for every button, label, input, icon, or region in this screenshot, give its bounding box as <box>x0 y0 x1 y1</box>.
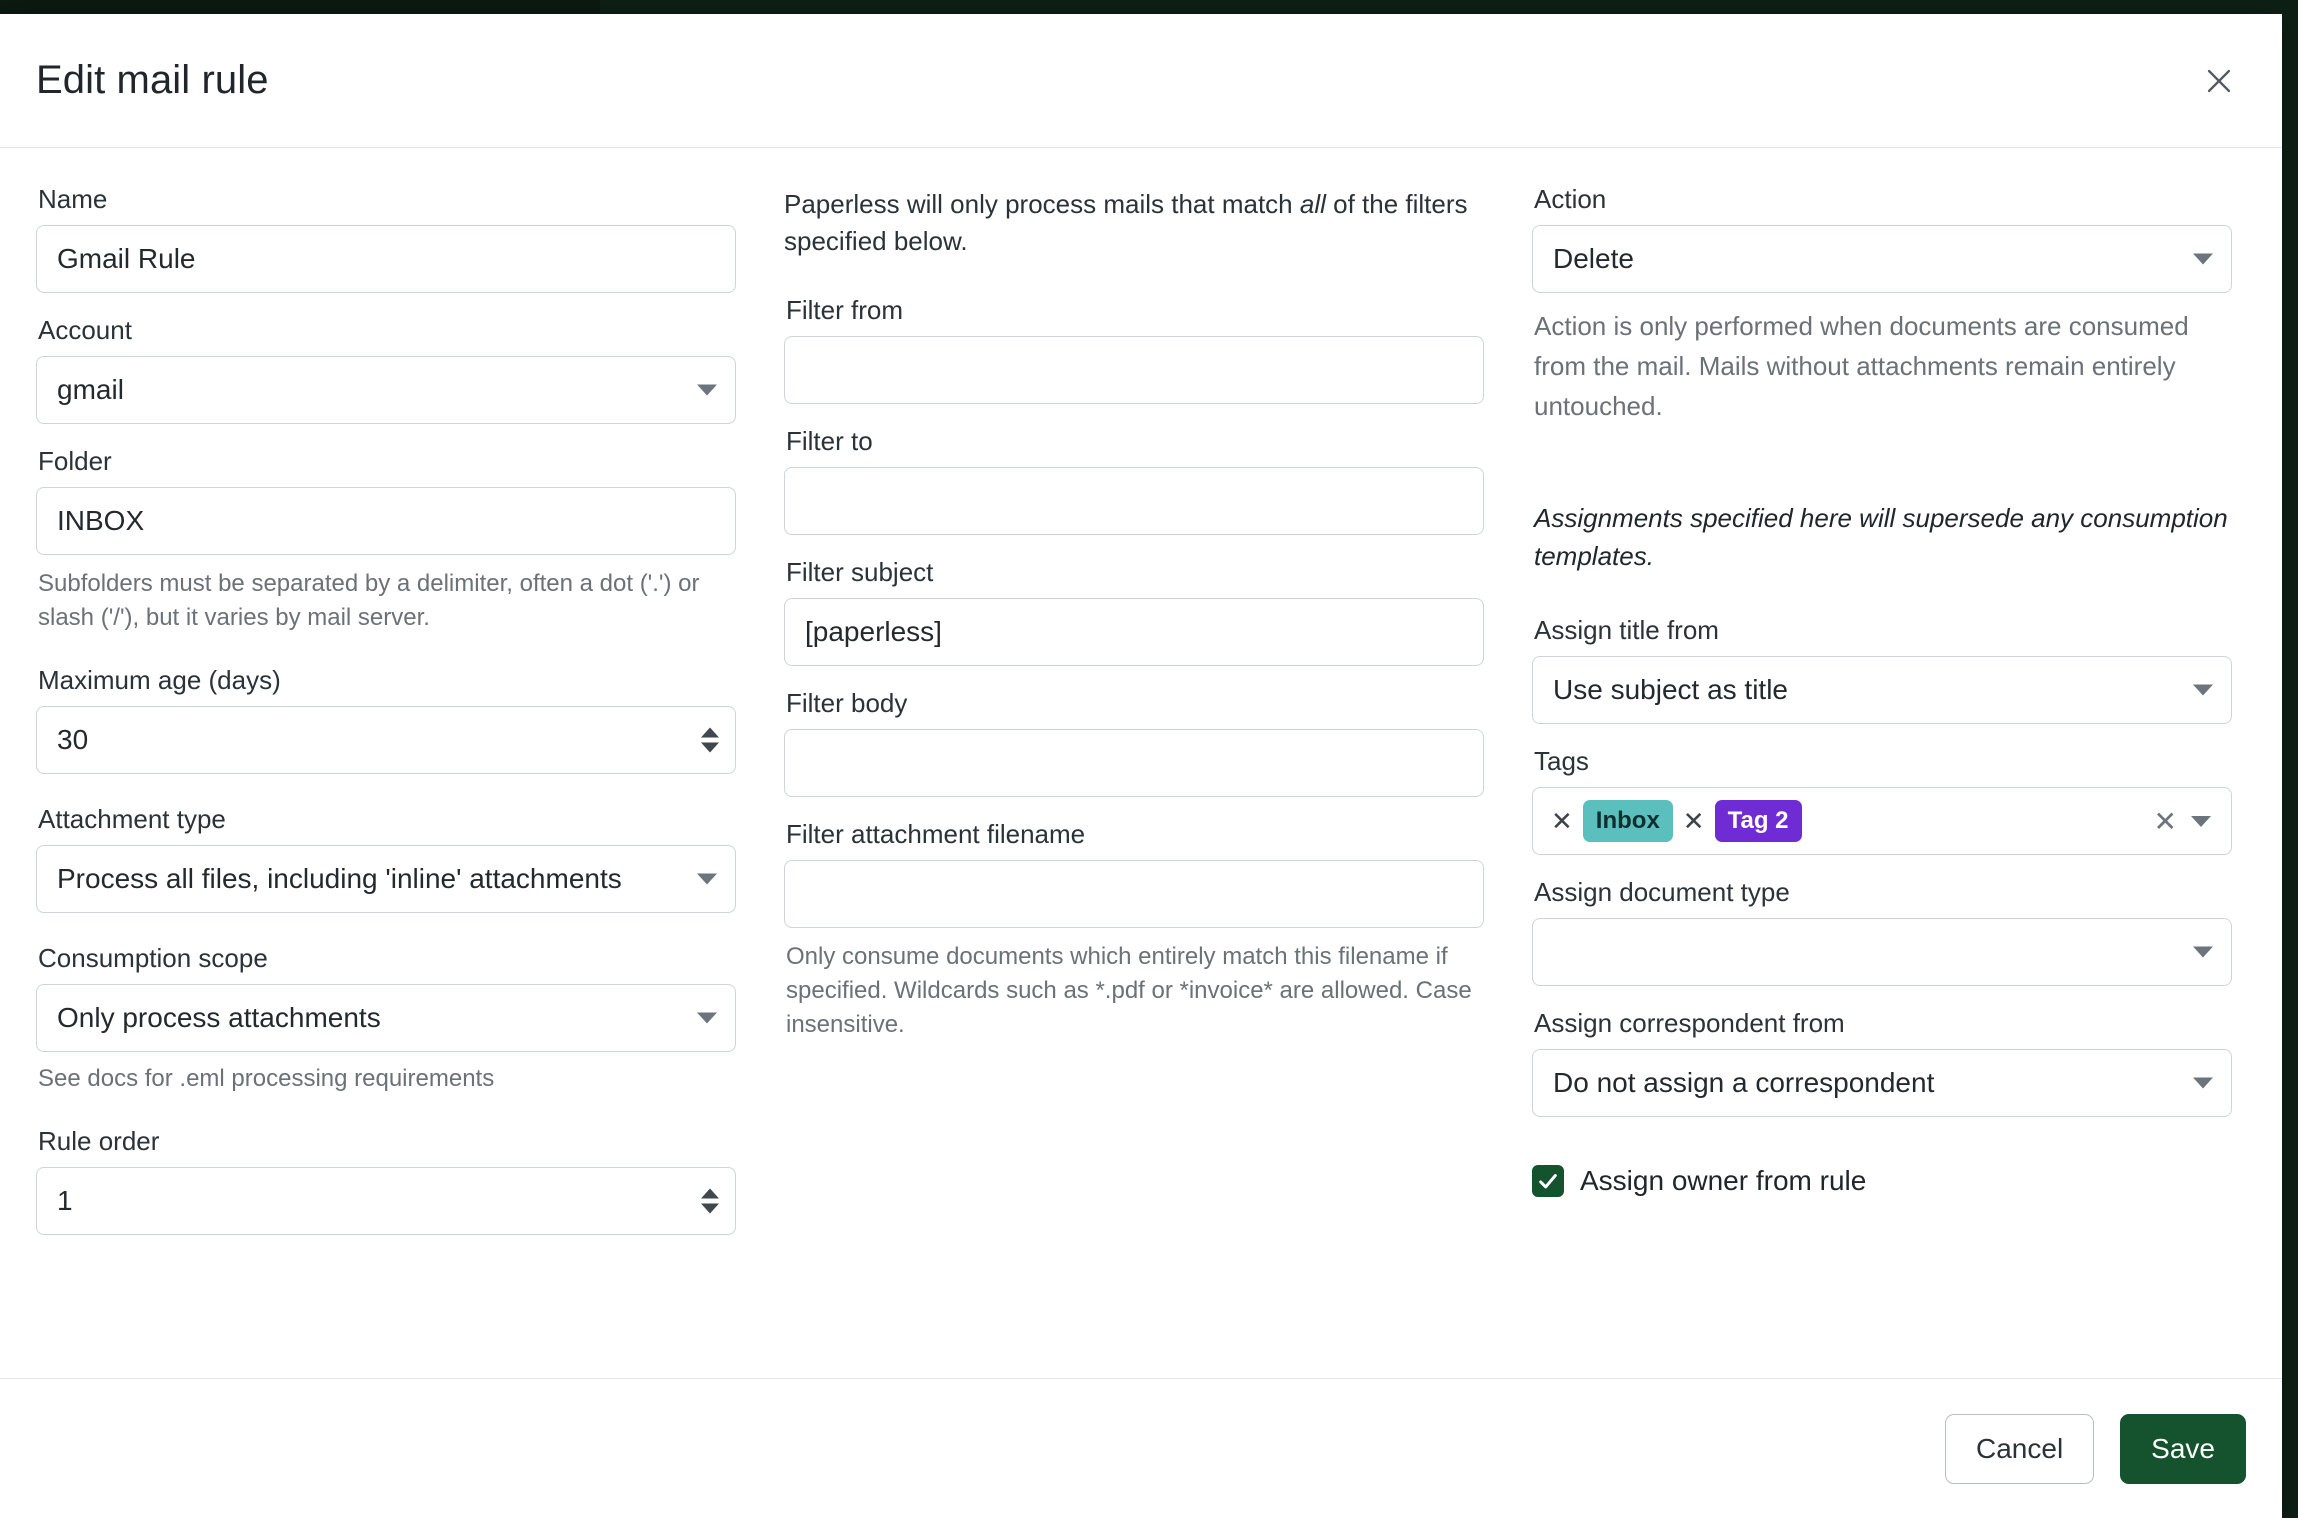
filters-intro-emphasis: all <box>1299 189 1326 219</box>
quantity-stepper[interactable] <box>701 728 719 753</box>
dialog-header <box>0 14 2282 148</box>
window-top-strip <box>0 0 600 14</box>
stepper-up-icon[interactable] <box>701 1189 719 1199</box>
assign-document-type-label: Assign document type <box>1534 877 1790 908</box>
filter-subject-label: Filter subject <box>786 556 934 587</box>
assign-owner-row[interactable] <box>1532 1165 2232 1197</box>
filter-attachment-filename-label: Filter attachment filename <box>786 818 1086 849</box>
account-select[interactable] <box>36 356 736 424</box>
account-value: gmail <box>57 374 124 405</box>
action-select[interactable] <box>1532 225 2232 293</box>
attachment-type-label: Attachment type <box>38 804 226 835</box>
action-help-text: Action is only performed when documents are consumed from the mail. Mails without attachments remain entirely untouched. <box>1534 311 2189 421</box>
assign-correspondent-value: Do not assign a correspondent <box>1553 1067 1935 1099</box>
assign-owner-checkbox[interactable] <box>1532 1165 1564 1197</box>
tag-chip-label: Inbox <box>1595 807 1660 835</box>
rule-order-value: 1 <box>57 1185 73 1217</box>
cancel-button[interactable]: Cancel <box>1945 1414 2094 1484</box>
dialog-title: Edit mail rule <box>36 58 269 102</box>
assign-owner-label: Assign owner from rule <box>1580 1165 1867 1197</box>
name-label: Name <box>38 184 108 214</box>
tag-chip-label: Tag 2 <box>1727 807 1789 835</box>
assign-title-from-label: Assign title from <box>1534 615 1719 646</box>
remove-tag-icon[interactable]: ✕ <box>1682 805 1705 836</box>
assign-correspondent-label: Assign correspondent from <box>1534 1008 1845 1039</box>
maximum-age-input[interactable] <box>36 706 736 774</box>
action-label: Action <box>1534 184 1607 214</box>
account-label: Account <box>38 315 132 345</box>
actions-column <box>1532 184 2232 1378</box>
consumption-scope-label: Consumption scope <box>38 943 268 974</box>
rule-basics-column <box>36 184 736 1378</box>
chevron-down-icon <box>697 385 717 396</box>
rule-order-input[interactable] <box>36 1167 736 1235</box>
close-icon[interactable] <box>2192 54 2246 108</box>
edit-mail-rule-dialog <box>0 14 2282 1518</box>
filter-from-input[interactable] <box>784 336 1484 404</box>
chevron-down-icon <box>2193 685 2213 696</box>
clear-all-icon[interactable]: ✕ <box>2153 805 2177 837</box>
tags-label: Tags <box>1534 746 1589 777</box>
consumption-scope-help-text: See docs for .eml processing requirements <box>38 1065 495 1093</box>
tag-chip <box>1715 800 1802 842</box>
attachment-type-select[interactable] <box>36 845 736 913</box>
chevron-down-icon <box>2193 947 2213 958</box>
folder-input[interactable]: INBOX <box>36 487 736 555</box>
consumption-scope-value: Only process attachments <box>57 1002 381 1034</box>
maximum-age-value: 30 <box>57 724 89 756</box>
folder-help-text: Subfolders must be separated by a delimiter, often a dot ('.') or slash ('/'), but it varies by mail server. <box>38 570 700 632</box>
folder-label: Folder <box>38 446 112 476</box>
chevron-down-icon <box>697 874 717 885</box>
filter-attachment-filename-input[interactable] <box>784 860 1484 928</box>
assign-title-from-select[interactable] <box>1532 656 2232 724</box>
dialog-body <box>0 148 2282 1378</box>
chevron-down-icon <box>2193 1078 2213 1089</box>
maximum-age-label: Maximum age (days) <box>38 665 281 696</box>
filters-column <box>784 184 1484 1378</box>
quantity-stepper[interactable] <box>701 1189 719 1214</box>
chevron-down-icon[interactable] <box>2191 816 2211 827</box>
name-input[interactable]: Gmail Rule <box>36 225 736 293</box>
stepper-down-icon[interactable] <box>701 1204 719 1214</box>
rule-order-label: Rule order <box>38 1126 160 1157</box>
assignments-note: Assignments specified here will supersede any consumption templates. <box>1534 503 2228 571</box>
filter-to-input[interactable] <box>784 467 1484 535</box>
chevron-down-icon <box>2193 254 2213 265</box>
stepper-up-icon[interactable] <box>701 728 719 738</box>
dialog-footer <box>0 1378 2282 1518</box>
filter-body-input[interactable] <box>784 729 1484 797</box>
save-button[interactable]: Save <box>2120 1414 2246 1484</box>
action-value: Delete <box>1553 243 1634 274</box>
filter-body-label: Filter body <box>786 687 908 718</box>
assign-document-type-select[interactable] <box>1532 918 2232 986</box>
filters-intro-pre: Paperless will only process mails that match <box>784 189 1300 219</box>
chevron-down-icon <box>697 1013 717 1024</box>
attachment-type-value: Process all files, including 'inline' attachments <box>57 863 622 895</box>
assign-correspondent-select[interactable] <box>1532 1049 2232 1117</box>
filter-to-label: Filter to <box>786 425 873 456</box>
tag-chip <box>1583 800 1673 842</box>
filters-intro-post: of the filters specified below. <box>784 189 1468 257</box>
stepper-down-icon[interactable] <box>701 743 719 753</box>
filter-subject-input[interactable]: [paperless] <box>784 598 1484 666</box>
filter-attachment-help-text: Only consume documents which entirely match this filename if specified. Wildcards such as *.pdf or *invoice* are allowed. Case insensitive. <box>786 942 1472 1039</box>
filters-intro-text <box>784 186 1484 261</box>
consumption-scope-select[interactable] <box>36 984 736 1052</box>
filter-from-label: Filter from <box>786 294 903 325</box>
tags-input[interactable] <box>1532 787 2232 855</box>
remove-tag-icon[interactable]: ✕ <box>1551 805 1573 836</box>
assign-title-from-value: Use subject as title <box>1553 674 1788 706</box>
check-icon <box>1537 1170 1559 1192</box>
